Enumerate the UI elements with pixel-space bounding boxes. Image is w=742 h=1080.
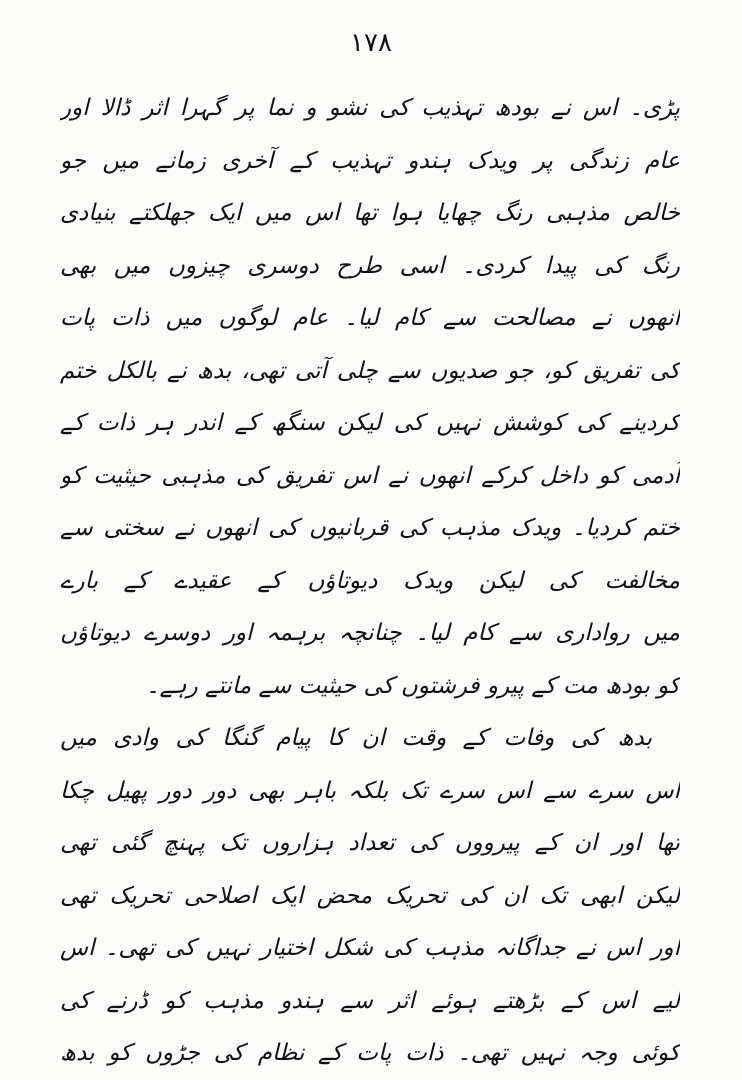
page-number: ۱۷۸ — [350, 28, 392, 58]
text-line-14: اس سرے سے اس سرے تک بلکہ باہر بھی دور دور پھیل چکا — [60, 777, 680, 804]
text-line-8: آدمی کو داخل کرکے انھوں نے اس تفریق کی مذہبی حیثیت کو — [60, 462, 680, 489]
text-line-16: لیکن ابھی تک ان کی تحریک محض ایک اصلاحی تحریک تھی — [60, 882, 680, 909]
text-line-2: عام زندگی پر ویدک ہندو تہذیب کے آخری زمانے میں جو — [60, 147, 680, 174]
text-line-13: بدھ کی وفات کے وقت ان کا پیام گنگا کی وادی میں — [60, 725, 652, 751]
text-line-15: تھا اور ان کے پیرووں کی تعداد ہزاروں تک پہنچ گئی تھی — [60, 830, 680, 856]
body-text — [60, 82, 680, 1080]
text-line-19: کوئی وجہ نہیں تھی۔ ذات پات کے نظام کی جڑوں کو بدھ — [60, 1040, 680, 1066]
text-line-9: ختم کردیا۔ ویدک مذہب کی قربانیوں کی انھوں نے سختی سے — [60, 515, 680, 541]
text-line-5: انھوں نے مصالحت سے کام لیا۔ عام لوگوں میں ذات پات — [60, 305, 680, 331]
text-line-12: کو بودھ مت کے پیرو فرشتوں کی حیثیت سے مانتے رہے۔ — [146, 672, 680, 699]
text-line-3: خالص مذہبی رنگ چھایا ہوا تھا اس میں ایک جھلکتے بنیادی — [60, 200, 680, 226]
text-line-7: کردینے کی کوشش نہیں کی لیکن سنگھ کے اندر ہر ذات کے — [60, 410, 680, 436]
text-line-11: میں رواداری سے کام لیا۔ چنانچہ برہمہ اور دوسرے دیوتاؤں — [60, 620, 680, 646]
text-line-17: اور اس نے جداگانہ مذہب کی شکل اختیار نہیں کی تھی۔ اس — [60, 935, 680, 961]
text-line-18: لیے اس کے بڑھتے ہوئے اثر سے ہندو مذہب کو ڈرنے کی — [60, 987, 680, 1014]
text-line-4: رنگ کی پیدا کردی۔ اسی طرح دوسری چیزوں میں بھی — [60, 252, 680, 279]
text-line-1: پڑی۔ اس نے بودھ تہذیب کی نشو و نما پر گہرا اثر ڈالا اور — [60, 95, 680, 121]
text-line-10: مخالفت کی لیکن ویدک دیوتاؤں کے عقیدے کے بارے — [60, 567, 680, 594]
text-line-6: کی تفریق کو، جو صدیوں سے چلی آتی تھی، بدھ نے بالکل ختم — [60, 357, 680, 384]
